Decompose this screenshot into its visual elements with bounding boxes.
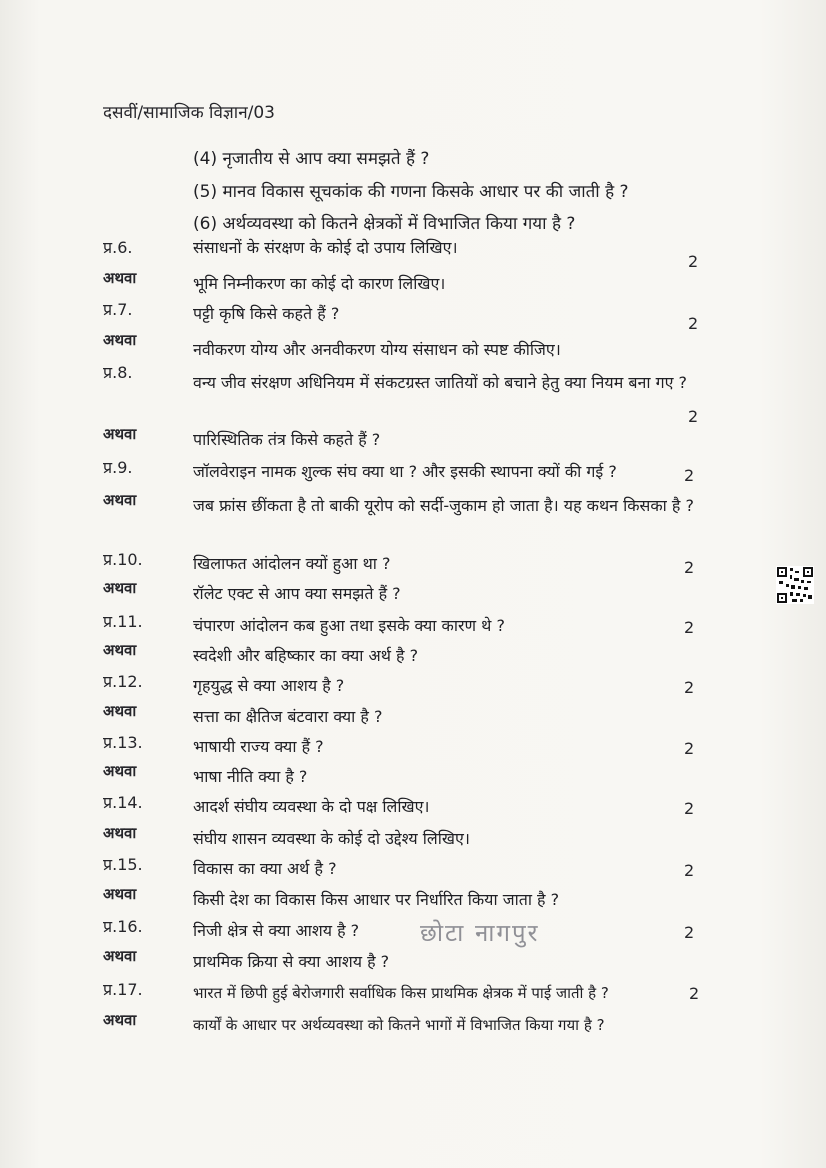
question-text: भारत में छिपी हुई बेरोजगारी सर्वाधिक किस प्राथमिक क्षेत्रक में पाई जाती है ? xyxy=(193,984,609,1002)
question-number: अथवा xyxy=(103,269,137,287)
question-number: अथवा xyxy=(103,947,137,965)
question-number: अथवा xyxy=(103,425,137,443)
question-marks: 2 xyxy=(688,407,699,426)
question-marks: 2 xyxy=(684,618,695,637)
question-number: अथवा xyxy=(103,491,137,509)
question-number: अथवा xyxy=(103,331,137,349)
question-number: अथवा xyxy=(103,579,137,597)
question-row-q16 xyxy=(103,915,703,945)
question-row-q10 xyxy=(103,548,703,578)
question-marks: 2 xyxy=(688,314,699,333)
question-text: भाषायी राज्य क्या हैं ? xyxy=(193,737,324,756)
question-marks: 2 xyxy=(684,861,695,880)
question-row-q13 xyxy=(103,731,703,761)
question-row-q8 xyxy=(103,361,703,426)
question-text: खिलाफत आंदोलन क्यों हुआ था ? xyxy=(193,554,391,573)
question-marks: 2 xyxy=(684,799,695,818)
question-row-alt xyxy=(103,640,703,670)
question-text: भाषा नीति क्या है ? xyxy=(193,767,308,786)
question-number: अथवा xyxy=(103,824,137,842)
question-marks: 2 xyxy=(689,984,700,1003)
question-text: सत्ता का क्षैतिज बंटवारा क्या है ? xyxy=(193,707,383,726)
question-row-alt xyxy=(103,490,703,550)
question-text: पट्टी कृषि किसे कहते हैं ? xyxy=(193,304,340,323)
question-marks: 2 xyxy=(688,252,699,271)
question-text: वन्य जीव संरक्षण अधिनियम में संकटग्रस्त जातियों को बचाने हेतु क्या नियम बना गए ? xyxy=(193,373,688,392)
question-number: प्र.15. xyxy=(103,855,143,874)
question-row-q12 xyxy=(103,670,703,700)
question-row-q14 xyxy=(103,791,703,821)
question-row-q17 xyxy=(103,978,703,1008)
question-number: अथवा xyxy=(103,762,137,780)
question-text: कार्यों के आधार पर अर्थव्यवस्था को कितने भागों में विभाजित किया गया है ? xyxy=(193,1016,605,1034)
question-row-alt xyxy=(103,424,703,454)
question-row-alt xyxy=(103,884,703,914)
question-text: जब फ्रांस छींकता है तो बाकी यूरोप को सर्दी-जुकाम हो जाता है। यह कथन किसका है ? xyxy=(193,496,694,515)
question-row-q15 xyxy=(103,853,703,883)
question-number: प्र.10. xyxy=(103,550,143,569)
question-text: नवीकरण योग्य और अनवीकरण योग्य संसाधन को स्पष्ट कीजिए। xyxy=(193,340,561,359)
question-number: प्र.13. xyxy=(103,733,143,752)
question-text: स्वदेशी और बहिष्कार का क्या अर्थ है ? xyxy=(193,646,419,665)
sub-question-4: (4) नृजातीय से आप क्या समझते हैं ? xyxy=(193,149,430,169)
question-number: प्र.11. xyxy=(103,612,143,631)
sub-question-6: (6) अर्थव्यवस्था को कितने क्षेत्रकों में विभाजित किया गया है ? xyxy=(193,214,576,234)
question-text: निजी क्षेत्र से क्या आशय है ? xyxy=(193,921,360,940)
question-text: प्राथमिक क्रिया से क्या आशय है ? xyxy=(193,952,390,971)
question-row-alt xyxy=(103,946,703,976)
question-text: संघीय शासन व्यवस्था के कोई दो उद्देश्य लिखिए। xyxy=(193,829,470,848)
question-marks: 2 xyxy=(684,739,695,758)
question-text: चंपारण आंदोलन कब हुआ तथा इसके क्या कारण थे ? xyxy=(193,616,505,635)
question-text: विकास का क्या अर्थ है ? xyxy=(193,859,337,878)
question-number: अथवा xyxy=(103,1011,137,1029)
qr-code-icon xyxy=(776,566,814,604)
question-text: संसाधनों के संरक्षण के कोई दो उपाय लिखिए। xyxy=(193,238,458,257)
question-number: प्र.9. xyxy=(103,458,133,477)
question-text: किसी देश का विकास किस आधार पर निर्धारित किया जाता है ? xyxy=(193,890,560,909)
handwritten-note: छोटा नागपुर xyxy=(420,919,540,947)
question-text: जॉलवेराइन नामक शुल्क संघ क्या था ? और इसकी स्थापना क्यों की गई ? xyxy=(193,462,617,481)
question-number: प्र.16. xyxy=(103,917,143,936)
question-row-q11 xyxy=(103,610,703,640)
question-row-alt xyxy=(103,761,703,791)
question-row-alt xyxy=(103,823,703,853)
question-row-q7 xyxy=(103,298,703,333)
question-marks: 2 xyxy=(684,678,695,697)
question-row-alt xyxy=(103,1010,703,1040)
question-number: अथवा xyxy=(103,885,137,903)
question-text: गृहयुद्ध से क्या आशय है ? xyxy=(193,676,345,695)
question-text: रॉलेट एक्ट से आप क्या समझते हैं ? xyxy=(193,584,401,603)
question-number: अथवा xyxy=(103,702,137,720)
question-marks: 2 xyxy=(684,558,695,577)
question-number: प्र.8. xyxy=(103,363,133,382)
sub-question-5: (5) मानव विकास सूचकांक की गणना किसके आधार पर की जाती है ? xyxy=(193,182,629,202)
question-text: आदर्श संघीय व्यवस्था के दो पक्ष लिखिए। xyxy=(193,797,430,816)
question-row-alt xyxy=(103,330,703,360)
question-row-q9 xyxy=(103,456,703,486)
question-row-q6 xyxy=(103,236,703,271)
question-row-alt xyxy=(103,701,703,731)
question-row-alt xyxy=(103,268,703,298)
question-row-alt xyxy=(103,578,703,608)
question-marks: 2 xyxy=(684,466,695,485)
question-marks: 2 xyxy=(684,923,695,942)
question-number: अथवा xyxy=(103,641,137,659)
question-text: पारिस्थितिक तंत्र किसे कहते हैं ? xyxy=(193,430,381,449)
question-number: प्र.6. xyxy=(103,238,133,257)
question-number: प्र.12. xyxy=(103,672,143,691)
question-text: भूमि निम्नीकरण का कोई दो कारण लिखिए। xyxy=(193,274,446,293)
question-number: प्र.14. xyxy=(103,793,143,812)
page-header: दसवीं/सामाजिक विज्ञान/03 xyxy=(103,103,275,123)
question-number: प्र.17. xyxy=(103,980,143,999)
question-number: प्र.7. xyxy=(103,300,133,319)
